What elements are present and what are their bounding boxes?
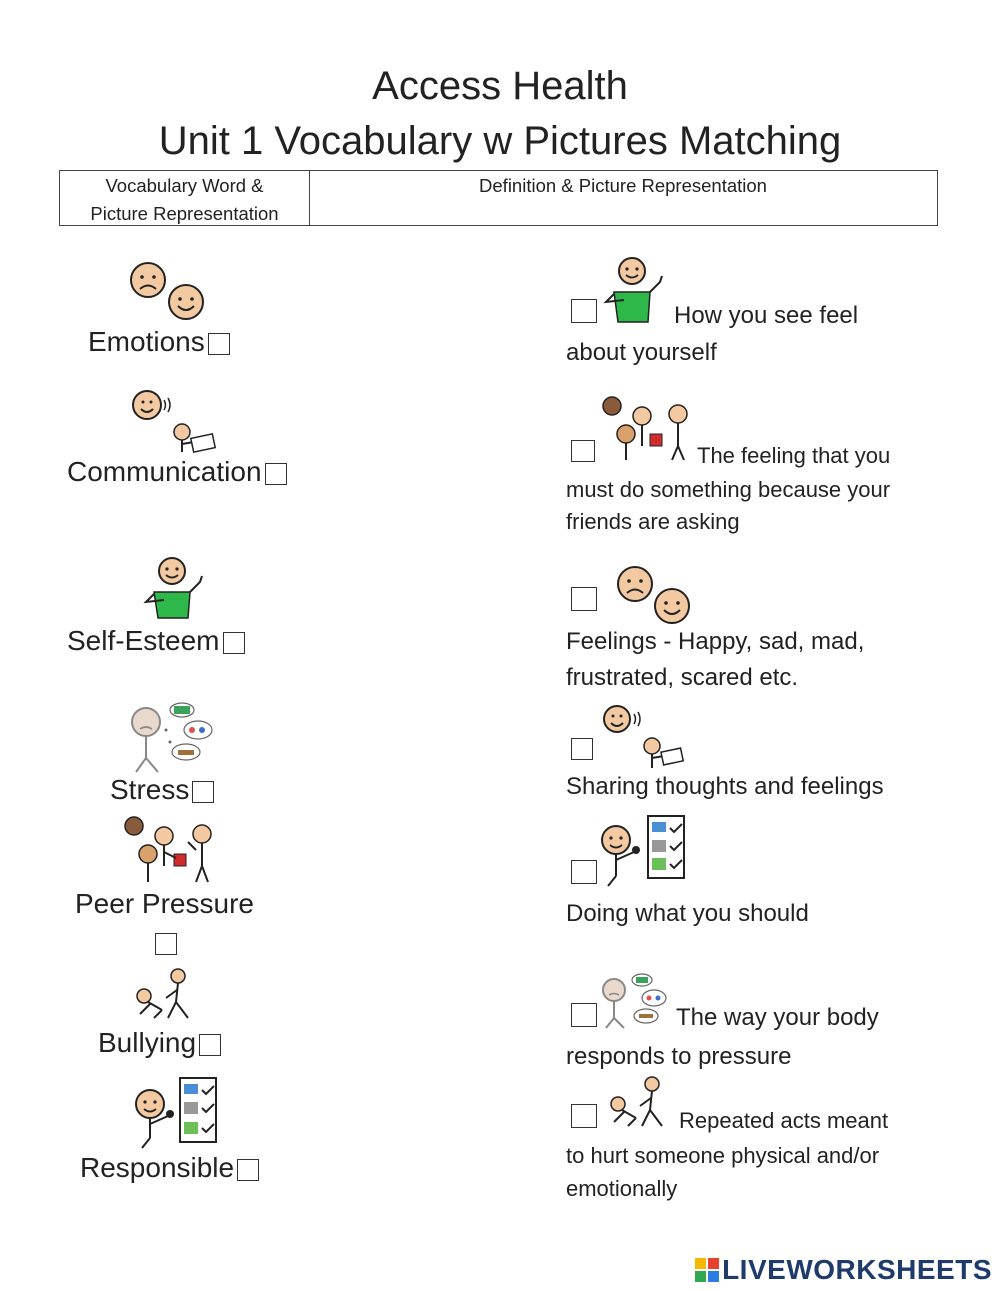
vocab-word: Emotions [88,326,205,357]
definition-1-line2: about yourself [566,339,717,366]
header-table [59,170,938,226]
header-left-cell [60,171,310,226]
checkbox[interactable] [265,463,287,485]
checkbox[interactable] [208,333,230,355]
header-left-line2: Picture Representation [90,203,279,224]
header-right-cell: Definition & Picture Representation [479,175,767,196]
vocab-word: Stress [110,774,190,805]
vocab-word: Responsible [80,1152,235,1183]
logo-blocks-icon [695,1258,719,1282]
checkbox[interactable] [199,1034,221,1056]
vocab-item-self-esteem [67,625,245,657]
definition-4-line1: Sharing thoughts and feelings [566,773,884,800]
definition-3-line2: frustrated, scared etc. [566,664,799,691]
liveworksheets-logo [695,1254,992,1286]
definition-checkbox-5[interactable] [571,860,597,884]
definition-5-line1: Doing what you should [566,900,809,927]
definition-7-line1: Repeated acts meant [679,1108,889,1133]
definition-2-line3: friends are asking [566,509,740,534]
definition-checkbox-1[interactable] [571,299,597,323]
logo-text: LIVEWORKSHEETS [722,1254,992,1285]
vocab-word: Peer Pressure [75,888,254,919]
definition-1-line1: How you see feel [674,302,859,329]
self-esteem-picture [140,556,210,622]
emotions-picture [126,258,210,326]
definition-3-picture [615,564,695,628]
vocab-item-stress [110,774,214,806]
peer-pressure-picture [122,814,218,886]
stress-picture [126,700,222,774]
vocab-item-peer-pressure [75,888,254,920]
definition-checkbox-3[interactable] [571,587,597,611]
peer-pressure-checkbox[interactable] [155,933,177,955]
checkbox[interactable] [223,632,245,654]
page-title: Access Health [372,64,628,108]
vocab-word: Communication [67,456,262,487]
definition-checkbox-7[interactable] [571,1104,597,1128]
definition-2-picture [600,394,692,464]
definition-checkbox-4[interactable] [571,738,593,760]
definition-checkbox-2[interactable] [571,440,595,462]
definition-3-line1: Feelings - Happy, sad, mad, [566,628,865,655]
definition-6-line1: The way your body [676,1004,879,1031]
bullying-picture [134,966,202,1022]
definition-2-line1: The feeling that you [697,443,891,468]
definition-2-line2: must do something because your [566,477,891,502]
definition-7-line3: emotionally [566,1176,678,1201]
checkbox[interactable] [237,1159,259,1181]
definition-4-picture [600,702,690,772]
vocab-item-emotions [88,326,230,358]
definition-6-line2: responds to pressure [566,1043,792,1070]
definition-1-picture [600,256,670,326]
definition-6-picture [598,972,672,1030]
responsible-picture [132,1076,220,1150]
vocab-item-bullying [98,1027,221,1059]
header-left-line1: Vocabulary Word & [105,175,264,196]
definition-7-picture [608,1074,676,1130]
vocab-item-responsible [80,1152,259,1184]
vocab-item-communication [67,456,287,488]
checkbox[interactable] [192,781,214,803]
definition-7-line2: to hurt someone physical and/or [566,1143,880,1168]
definition-5-picture [598,814,688,888]
definition-checkbox-6[interactable] [571,1003,597,1027]
communication-picture [128,386,220,456]
vocab-word: Self-Esteem [67,625,220,656]
vocab-word: Bullying [98,1027,197,1058]
page-subtitle: Unit 1 Vocabulary w Pictures Matching [158,119,842,163]
